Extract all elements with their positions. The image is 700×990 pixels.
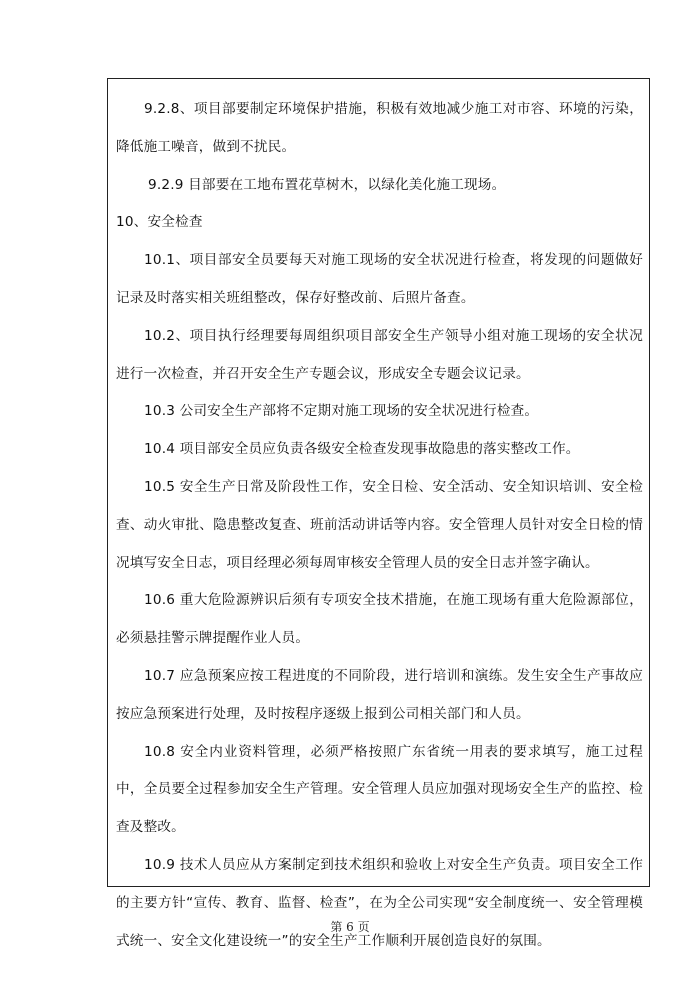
document-body bbox=[116, 91, 643, 960]
paragraph-10-6: 10.6 重大危险源辨识后须有专项安全技术措施，在施工现场有重大危险源部位，必须悬挂警示牌提醒作业人员。 bbox=[116, 592, 643, 647]
paragraph-10-2: 10.2、项目执行经理要每周组织项目部安全生产领导小组对施工现场的安全状况进行一次检查，并召开安全生产专题会议，形成安全专题会议记录。 bbox=[116, 327, 643, 382]
page-number: 第 6 页 bbox=[330, 920, 370, 934]
paragraph-10-3: 10.3 公司安全生产部将不定期对施工现场的安全状况进行检查。 bbox=[144, 403, 539, 420]
paragraph-10-9: 10.9 技术人员应从方案制定到技术组织和验收上对安全生产负责。项目安全工作的主要方针“宣传、教育、监督、检查”，在为全公司实现“安全制度统一、安全管理模式统一、安全文化建设统一”的安全生产工作顺利开展创造良好的氛围。 bbox=[116, 856, 643, 949]
paragraph-10-4: 10.4 项目部安全员应负责各级安全检查发现事故隐患的落实整改工作。 bbox=[144, 441, 580, 458]
paragraph-9-2-9: 9.2.9 目部要在工地布置花草树木，以绿化美化施工现场。 bbox=[148, 176, 506, 193]
paragraph-10-5: 10.5 安全生产日常及阶段性工作，安全日检、安全活动、安全知识培训、安全检查、动火审批、隐患整改复查、班前活动讲话等内容。安全管理人员针对安全日检的情况填写安全日志，项目经理必须每周审核安全管理人员的安全日志并签字确认。 bbox=[116, 478, 643, 571]
paragraph-10-7: 10.7 应急预案应按工程进度的不同阶段，进行培训和演练。发生安全生产事故应按应急预案进行处理，及时按程序逐级上报到公司相关部门和人员。 bbox=[116, 667, 643, 722]
paragraph-10-1: 10.1、项目部安全员要每天对施工现场的安全状况进行检查，将发现的问题做好记录及时落实相关班组整改，保存好整改前、后照片备查。 bbox=[116, 252, 643, 306]
section-heading-10: 10、安全检查 bbox=[116, 214, 203, 231]
paragraph-9-2-8: 9.2.8、项目部要制定环境保护措施，积极有效地减少施工对市容、环境的污染，降低施工噪音，做到不扰民。 bbox=[116, 101, 643, 155]
paragraph-10-8: 10.8 安全内业资料管理，必须严格按照广东省统一用表的要求填写，施工过程中，全员要全过程参加安全生产管理。安全管理人员应加强对现场安全生产的监控、检查及整改。 bbox=[116, 743, 643, 836]
